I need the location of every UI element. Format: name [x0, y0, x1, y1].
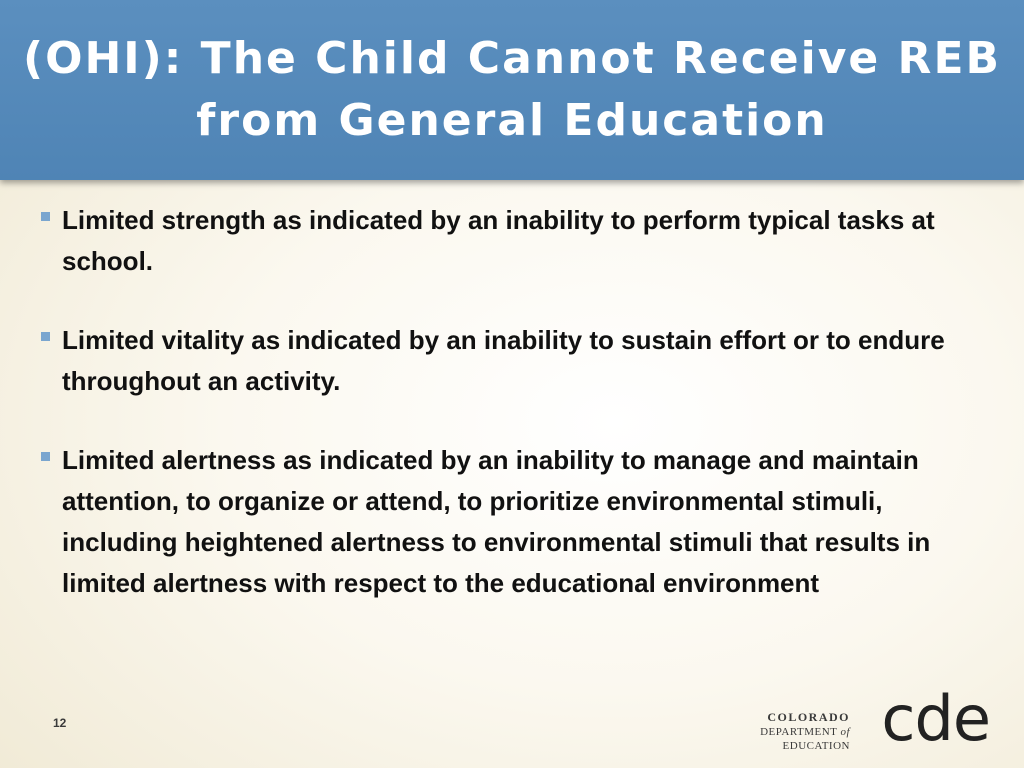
title-band: [0, 0, 1024, 180]
bullet-item-vitality: [36, 320, 976, 402]
logo-department-b: EDUCATION: [782, 740, 850, 752]
bullet-text: Limited alertness as indicated by an inability to manage and maintain attention, to organize or attend, to prioritize environmental stimuli, including heightened alertness to environmental stimuli that results in limited alertness with respect to the educational environment: [62, 445, 931, 598]
logo-text: [690, 710, 850, 753]
bullet-item-alertness: [36, 440, 976, 604]
logo-colorado: COLORADO: [767, 710, 850, 724]
logo-department: [690, 725, 850, 753]
logo-department-of: of: [840, 726, 850, 738]
square-bullet-icon: [41, 212, 50, 221]
bullet-list: [36, 200, 976, 642]
bullet-text: Limited vitality as indicated by an inability to sustain effort or to endure throughout an activity.: [62, 325, 945, 396]
page-number: 12: [53, 716, 67, 730]
bullet-item-strength: [36, 200, 976, 282]
square-bullet-icon: [41, 452, 50, 461]
slide-title-line-2: from General Education: [196, 95, 828, 146]
logo-department-a: DEPARTMENT: [760, 726, 841, 738]
slide-title: [12, 28, 1012, 152]
cde-logo-mark: cde: [881, 682, 990, 755]
bullet-text: Limited strength as indicated by an inability to perform typical tasks at school.: [62, 205, 935, 276]
cde-logo: [690, 682, 990, 755]
square-bullet-icon: [41, 332, 50, 341]
slide-title-line-1: (OHI): The Child Cannot Receive REB: [22, 33, 1002, 84]
